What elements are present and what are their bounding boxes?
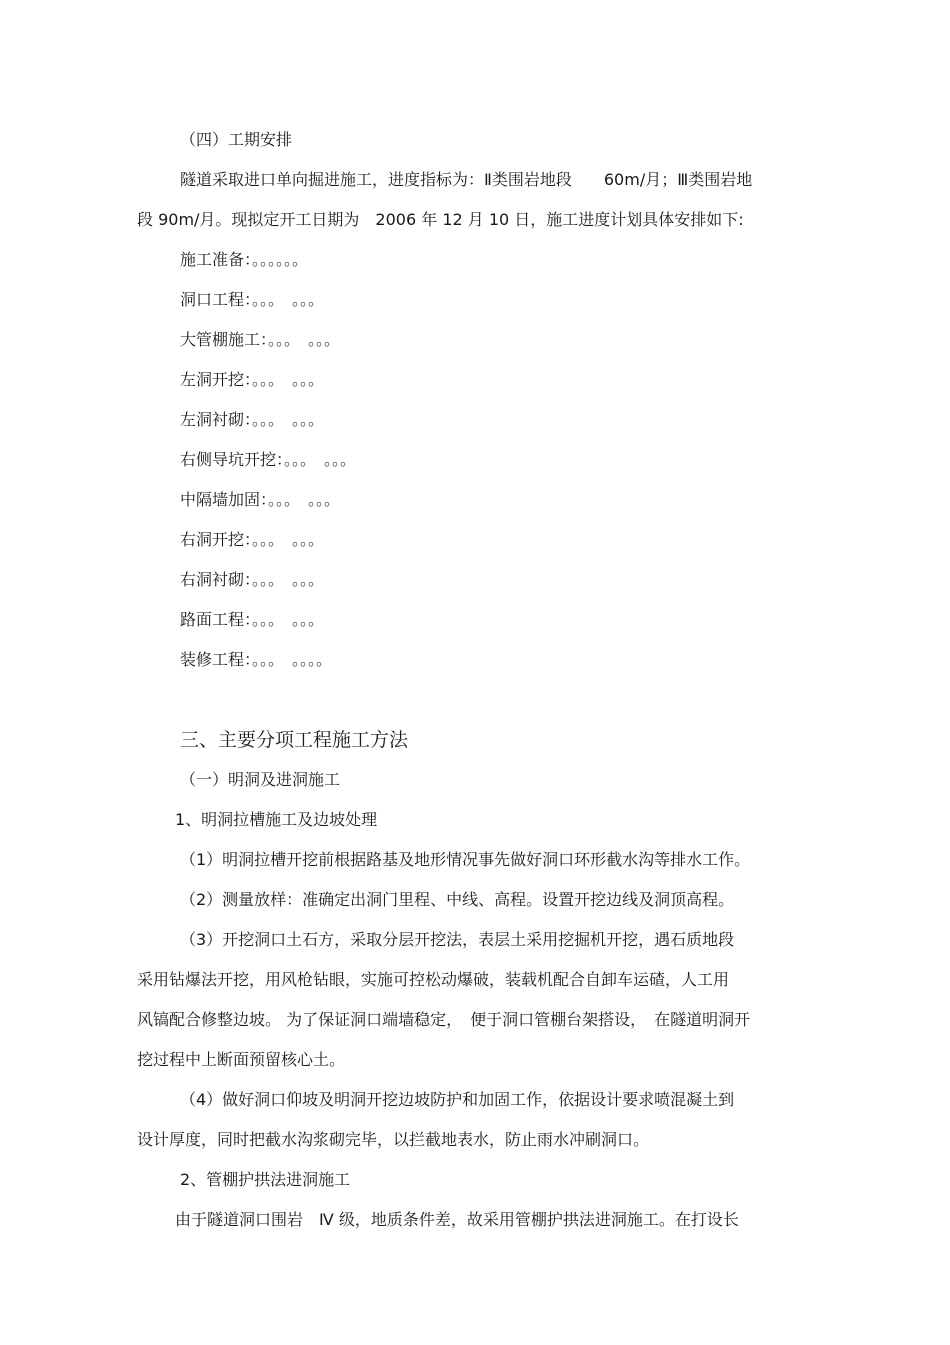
paragraph-line: 挖过程中上断面预留核心土。: [137, 1050, 346, 1069]
paragraph-line: （1）明洞拉槽开挖前根据路基及地形情况事先做好洞口环形截水沟等排水工作。: [180, 850, 751, 869]
schedule-item: 左洞衬砌：。。。 。。。: [180, 410, 325, 429]
schedule-item: 路面工程：。。。 。。。: [180, 610, 325, 629]
paragraph-line: 风镐配合修整边坡。 为了保证洞口端墙稳定， 便于洞口管棚台架搭设， 在隧道明洞开: [137, 1010, 751, 1029]
paragraph-line: （2）测量放样：准确定出洞门里程、中线、高程。设置开挖边线及洞顶高程。: [180, 890, 735, 909]
item-title: 2、管棚护拱法进洞施工: [180, 1170, 351, 1189]
section-three-heading: 三、主要分项工程施工方法: [180, 729, 409, 751]
schedule-item: 中隔墙加固：。。。 。。。: [180, 490, 341, 509]
schedule-item: 右洞开挖：。。。 。。。: [180, 530, 325, 549]
schedule-item: 洞口工程：。。。 。。。: [180, 290, 325, 309]
paragraph-line: （3）开挖洞口土石方，采取分层开挖法，表层土采用挖掘机开挖，遇石质地段: [180, 930, 735, 949]
paragraph-line: （4）做好洞口仰坡及明洞开挖边坡防护和加固工作，依据设计要求喷混凝土到: [180, 1090, 735, 1109]
schedule-item: 左洞开挖：。。。 。。。: [180, 370, 325, 389]
schedule-item: 右洞衬砌：。。。 。。。: [180, 570, 325, 589]
schedule-item: 右侧导坑开挖：。。。 。。。: [180, 450, 357, 469]
schedule-item: 大管棚施工：。。。 。。。: [180, 330, 341, 349]
paragraph-line: 段 90m/月。现拟定开工日期为 2006 年 12 月 10 日，施工进度计划具体安排如下:: [137, 210, 744, 229]
section-four-heading: （四）工期安排: [180, 130, 293, 149]
subsection-heading: （一）明洞及进洞施工: [180, 770, 341, 789]
paragraph-line: 采用钻爆法开挖，用风枪钻眼，实施可控松动爆破，装载机配合自卸车运碴，人工用: [137, 970, 730, 989]
schedule-item: 装修工程：。。。 。。。。: [180, 650, 333, 669]
paragraph-line: 设计厚度，同时把截水沟浆砌完毕，以拦截地表水，防止雨水冲刷洞口。: [137, 1130, 650, 1149]
item-title: 1、明洞拉槽施工及边坡处理: [175, 810, 378, 829]
schedule-item: 施工准备：。。。。。。: [180, 250, 309, 269]
paragraph-line: 由于隧道洞口围岩 Ⅳ 级，地质条件差，故采用管棚护拱法进洞施工。在打设长: [175, 1210, 739, 1229]
paragraph-line: 隧道采取进口单向掘进施工，进度指标为：Ⅱ类围岩地段 60m/月；Ⅲ类围岩地: [180, 170, 753, 189]
